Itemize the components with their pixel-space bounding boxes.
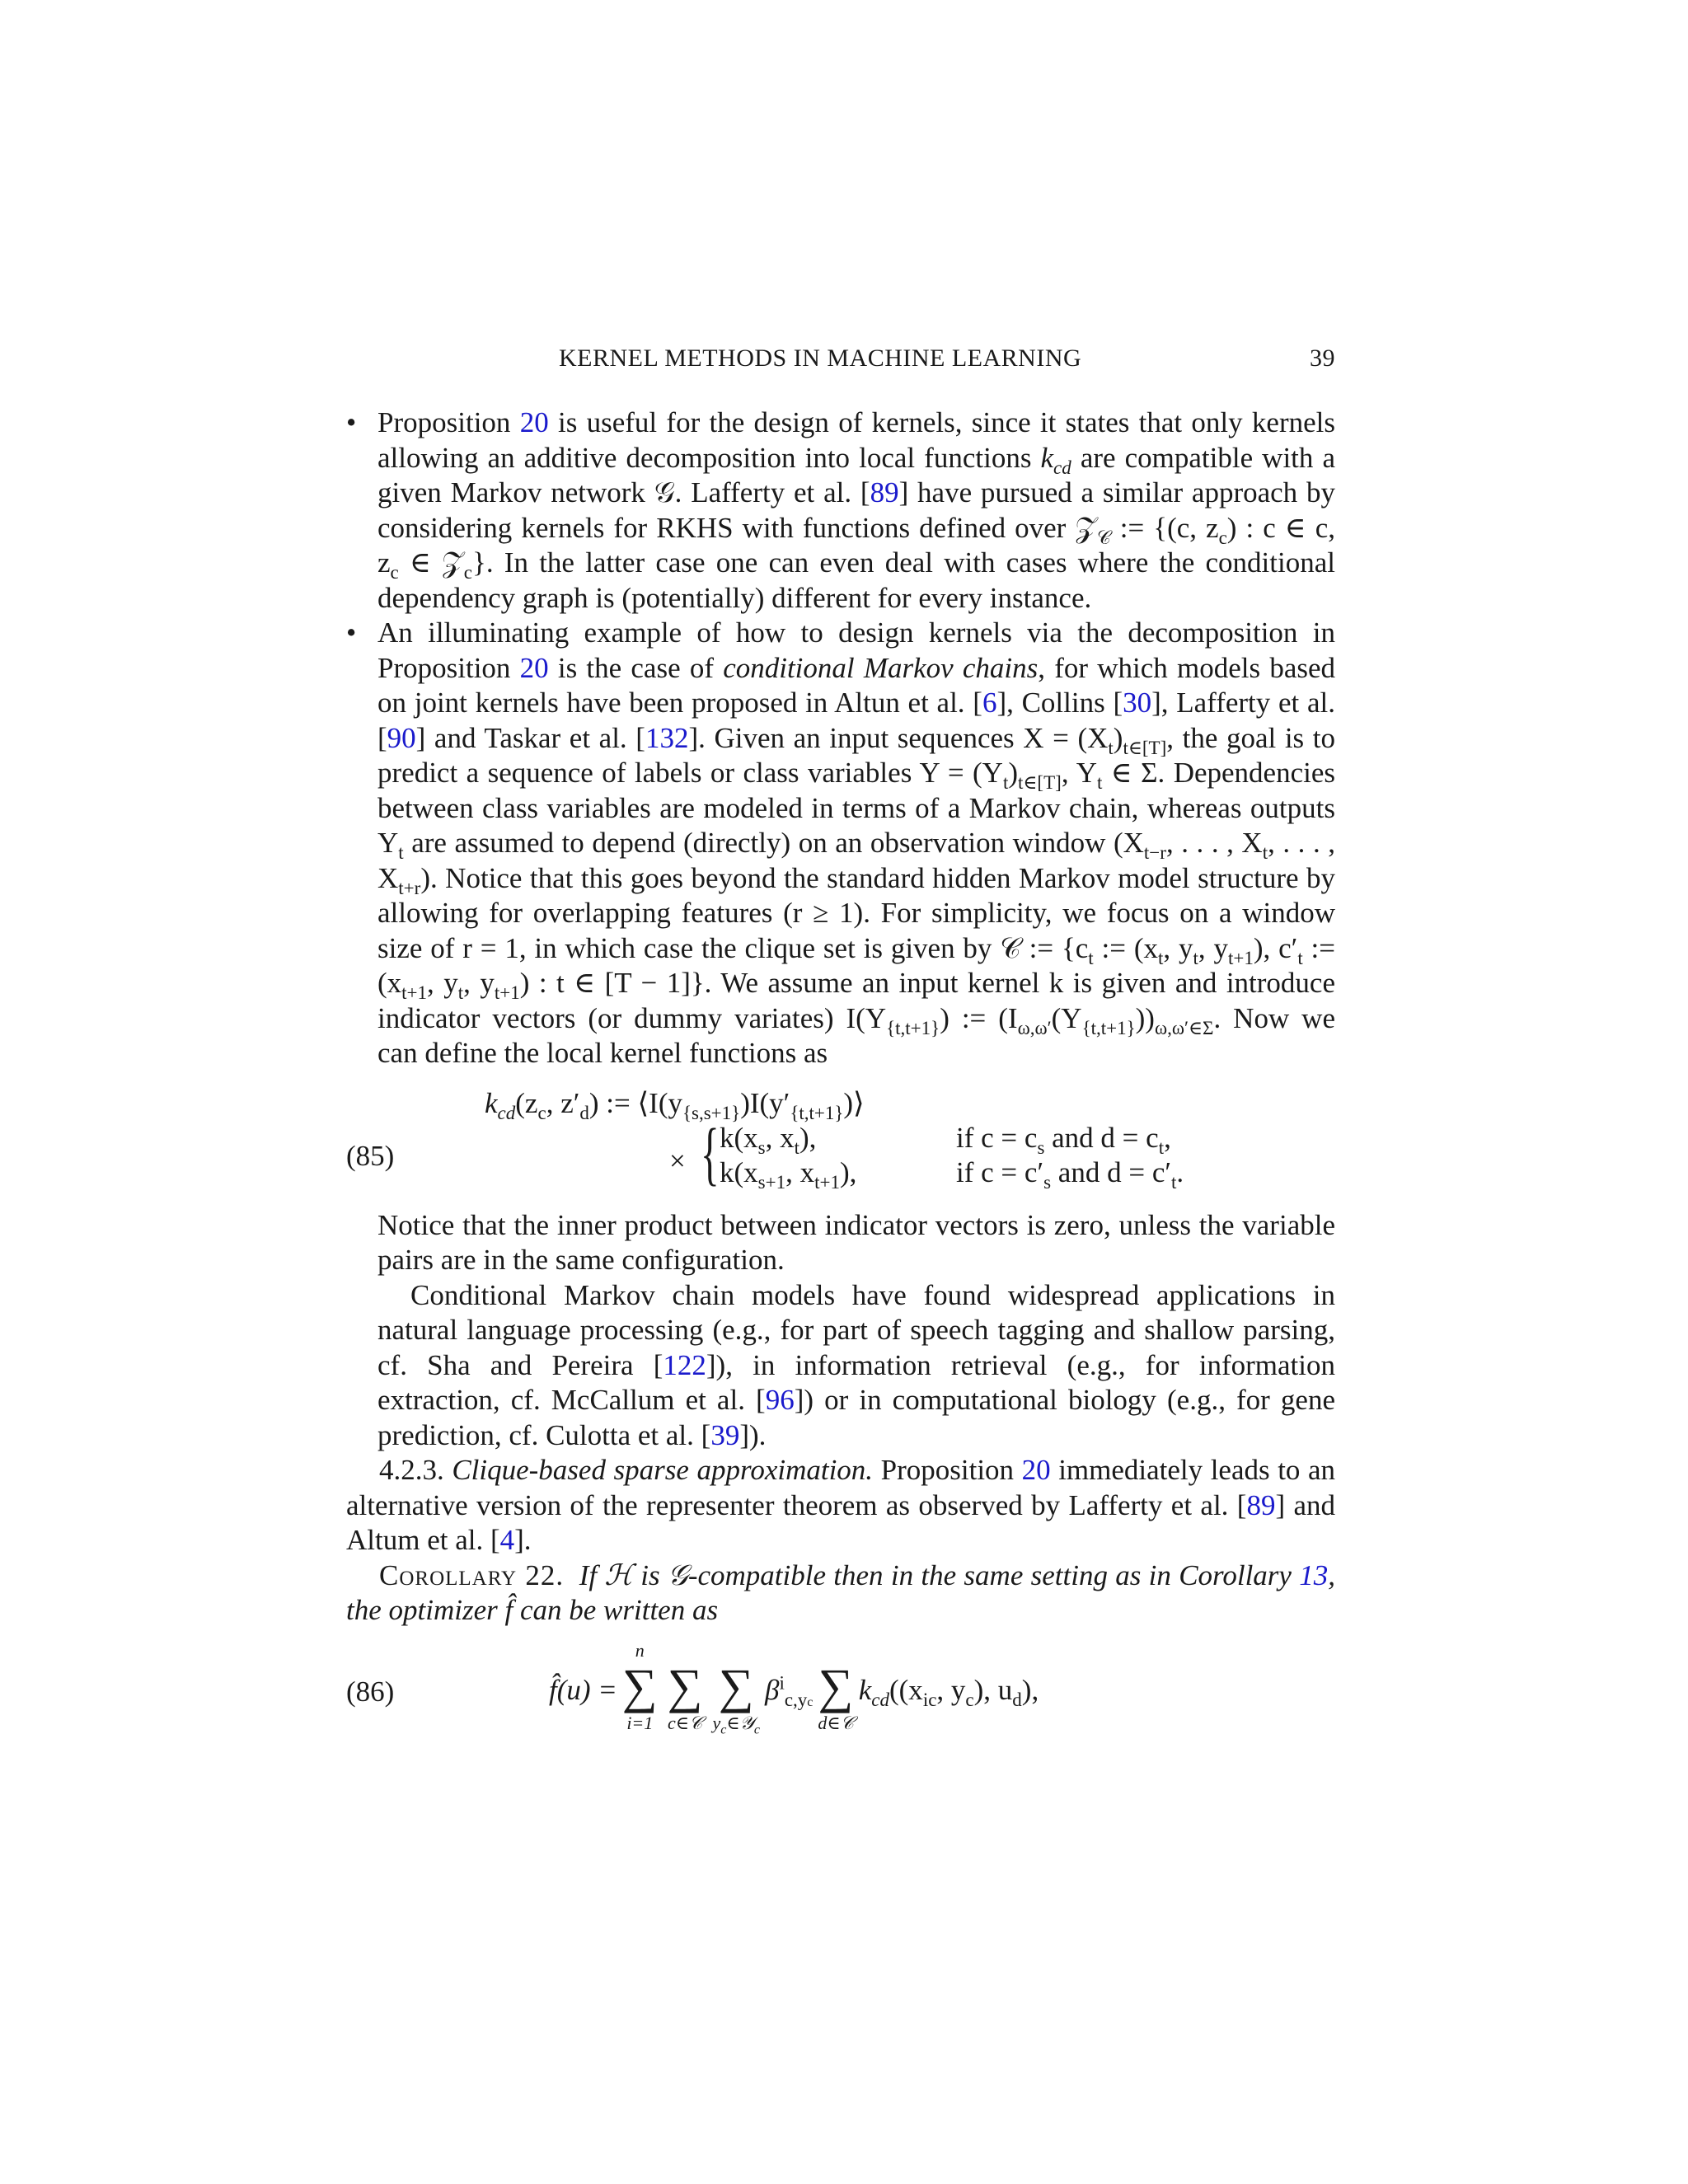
ref-link[interactable]: 39: [710, 1418, 740, 1451]
math-sub: t+1: [494, 982, 520, 1003]
ref-link[interactable]: 89: [870, 476, 899, 509]
math-sub: t−r: [1143, 842, 1166, 863]
emphasis: conditional Markov chains: [723, 651, 1039, 684]
math: , . . . , X: [377, 827, 1336, 894]
math-sub: t+1: [401, 982, 428, 1003]
text: , for which models based on joint kernels have been proposed in Altun et al. [: [377, 651, 1336, 719]
corollary-label: Corollary 22.: [379, 1558, 565, 1591]
sum-operator: ∑ d∈𝒞: [818, 1658, 854, 1733]
paragraph: Notice that the inner product between indicator vectors is zero, unless the variable pairs are in the same configuration.: [377, 1208, 1335, 1276]
text: }. In the latter case one can even deal with cases where the conditional dependency graph is (potentially) different for every instance.: [377, 546, 1335, 614]
math: ): [1008, 757, 1019, 789]
page-body: [346, 405, 1335, 1755]
text: are compatible with a given Markov network: [377, 441, 1335, 509]
math-sub: t: [1088, 947, 1094, 968]
bullet-icon: •: [346, 406, 357, 438]
equation-conditions: if $c = c_s$ and $d = c_t$, if $c = c'_s$ and $d = c'_t$.: [956, 1121, 1184, 1193]
math: := (x: [1093, 931, 1158, 964]
math-sub: c: [1218, 527, 1227, 548]
math: k: [1040, 441, 1054, 474]
cases-brace: {: [701, 1113, 720, 1193]
math-sub: t+r: [398, 877, 421, 898]
text: ). Notice that this goes beyond the standard hidden Markov model structure by allowing for overlapping features (r ≥ 1). For simplicity, we focus on a window size of r = 1, in which case the clique set is given by 𝒞 := {c: [377, 861, 1335, 964]
subsection-title: Clique-based sparse approximation.: [452, 1454, 874, 1486]
equation-cases: $k(x_s$, $x_t$), $k(x_{s+1}$, $x_{t+1}$),: [720, 1121, 857, 1193]
math-sub: t: [1262, 842, 1268, 863]
equation-86: [346, 1640, 1335, 1755]
ref-link[interactable]: 6: [982, 687, 997, 719]
text: ], Lafferty et al. [: [377, 687, 1335, 754]
math: := (x: [377, 931, 1336, 999]
ref-link[interactable]: 20: [1021, 1454, 1051, 1486]
corollary-statement: Corollary 22. If ℋ is 𝒢-compatible then in the same setting as in Corollary 13, the optimizer f̂ can be written as: [346, 1558, 1336, 1626]
text: , the goal is to predict a sequence of labels or class variables Y = (Y: [377, 721, 1335, 789]
sum-operator: ∑ $y_c\in 𝒴_c$: [712, 1658, 760, 1736]
math-sub: t+1: [1227, 947, 1254, 968]
sum-operator: n ∑ i=1: [621, 1639, 658, 1733]
ref-link[interactable]: 89: [1246, 1488, 1276, 1521]
ref-link[interactable]: 122: [663, 1348, 706, 1381]
equation-number: (86): [346, 1675, 395, 1708]
math-sub: t: [457, 982, 464, 1003]
bullet-icon: •: [346, 616, 357, 649]
math: ), c′: [1253, 931, 1298, 964]
equation-lhs: $k_{cd}(z_c$, $z'_d$) := $⟨I(y_{\{s,s+1\}})I(y'_{\{t,t+1\}})⟩$: [485, 1086, 865, 1123]
math-sub: t: [1002, 772, 1009, 793]
math-sub: t: [1108, 737, 1114, 758]
subsection-number: 4.2.3.: [379, 1454, 444, 1486]
math-sub: t: [398, 842, 404, 863]
math: 𝒢: [654, 476, 675, 509]
math-sub: t: [1193, 947, 1198, 968]
text: ]. Given an input sequences X = (X: [688, 721, 1109, 754]
math: , y: [427, 967, 458, 999]
math-sub: {t,t+1}: [1081, 1017, 1136, 1038]
text: . Now we can define the local kernel functions as: [377, 1001, 1335, 1069]
bullet-item-markov-chains: [346, 616, 1335, 1453]
math-sub: c: [463, 562, 473, 583]
text: . Lafferty et al. [: [674, 476, 870, 509]
math: , y: [1198, 931, 1228, 964]
math: ∈ 𝒵: [398, 546, 464, 579]
times-symbol: ×: [669, 1144, 686, 1177]
equation-number: (85): [346, 1139, 395, 1172]
sum-operator: ∑ c∈𝒞: [667, 1658, 703, 1733]
ref-link[interactable]: 4: [499, 1524, 515, 1556]
text: is the case of: [548, 651, 724, 684]
math: )): [1135, 1001, 1155, 1034]
running-title: KERNEL METHODS IN MACHINE LEARNING: [559, 344, 1082, 372]
ref-link[interactable]: 132: [645, 721, 689, 754]
ref-link[interactable]: 20: [519, 406, 549, 438]
math-sub: ω,ω′: [1017, 1017, 1052, 1038]
page-number: 39: [1310, 344, 1335, 372]
math: ): [1113, 721, 1123, 754]
ref-link[interactable]: 20: [519, 651, 549, 684]
text: An illuminating example of how to design kernels via the decomposition in Proposition: [377, 616, 1335, 684]
paragraph: Conditional Markov chain models have found widespread applications in natural language processing (e.g., for part of speech tagging and shallow parsing, cf. Sha and Pereira [122]), in information retrieval (e.g., for information extraction, cf. McCallum et al. [96]) or in computational biology (e.g., for gene prediction, cf. Culotta et al. [39]).: [377, 1278, 1336, 1451]
text: ) : t ∈ [T − 1]}. We assume an input kernel k is given and introduce indicator vectors (or dummy variates) I(Y: [377, 967, 1335, 1034]
math: , . . . , X: [1165, 827, 1263, 859]
equation-body: f̂(u) = n ∑ i=1 ∑ c∈𝒞 ∑ $y_c\in 𝒴_c$ $\beta^i_{c,yc}$ ∑ d∈𝒞 $k_{cd}((x_{ic}$, $y_c$), $u_d$),: [549, 1639, 1039, 1736]
math: , Y: [1061, 757, 1097, 789]
text: are assumed to depend (directly) on an observation window (X: [403, 827, 1144, 859]
math: , y: [1163, 931, 1193, 964]
running-header: [346, 344, 1335, 373]
math: ) := (I: [940, 1001, 1018, 1034]
text: is useful for the design of kernels, since it states that only kernels allowing an additive decomposition into local functions: [377, 406, 1336, 474]
math-sub: t: [1157, 947, 1164, 968]
math-sub: t: [1297, 947, 1303, 968]
ref-link[interactable]: 90: [387, 721, 416, 754]
math: (Y: [1051, 1001, 1082, 1034]
ref-link[interactable]: 30: [1123, 687, 1152, 719]
math: 𝒵: [1075, 511, 1097, 544]
text: ], Collins [: [996, 687, 1123, 719]
math-sub: t: [1096, 772, 1103, 793]
math: , y: [463, 967, 495, 999]
math-sub: cd: [1053, 457, 1071, 478]
math-sub: 𝒞: [1096, 527, 1111, 548]
math: := {(c, z: [1110, 511, 1219, 544]
bullet-item-proposition: [346, 405, 1335, 616]
subsection-paragraph: 4.2.3. Clique-based sparse approximation. Proposition 20 immediately leads to an alternative version of the representer theorem as observed by Lafferty et al. [89] and Altum et al. [4].: [346, 1454, 1336, 1556]
text: Proposition: [377, 406, 520, 438]
math-sub: c: [390, 562, 399, 583]
text: ] have pursued a similar approach by considering kernels for RKHS with functions defined over: [377, 476, 1335, 544]
text: ∈ Σ. Dependencies between class variables are modeled in terms of a Markov chain, whereas outputs Y: [377, 757, 1335, 859]
math-sub: ω,ω′∈Σ: [1154, 1017, 1214, 1038]
math-sub: {t,t+1}: [886, 1017, 940, 1038]
math-sub: t∈[T]: [1018, 772, 1062, 793]
ref-link[interactable]: 13: [1299, 1558, 1329, 1591]
equation-85: [346, 1086, 1335, 1208]
math: ) : c ∈ c, z: [377, 511, 1335, 579]
text: ] and Taskar et al. [: [415, 721, 645, 754]
math-sub: t∈[T]: [1123, 737, 1167, 758]
ref-link[interactable]: 96: [765, 1384, 795, 1416]
